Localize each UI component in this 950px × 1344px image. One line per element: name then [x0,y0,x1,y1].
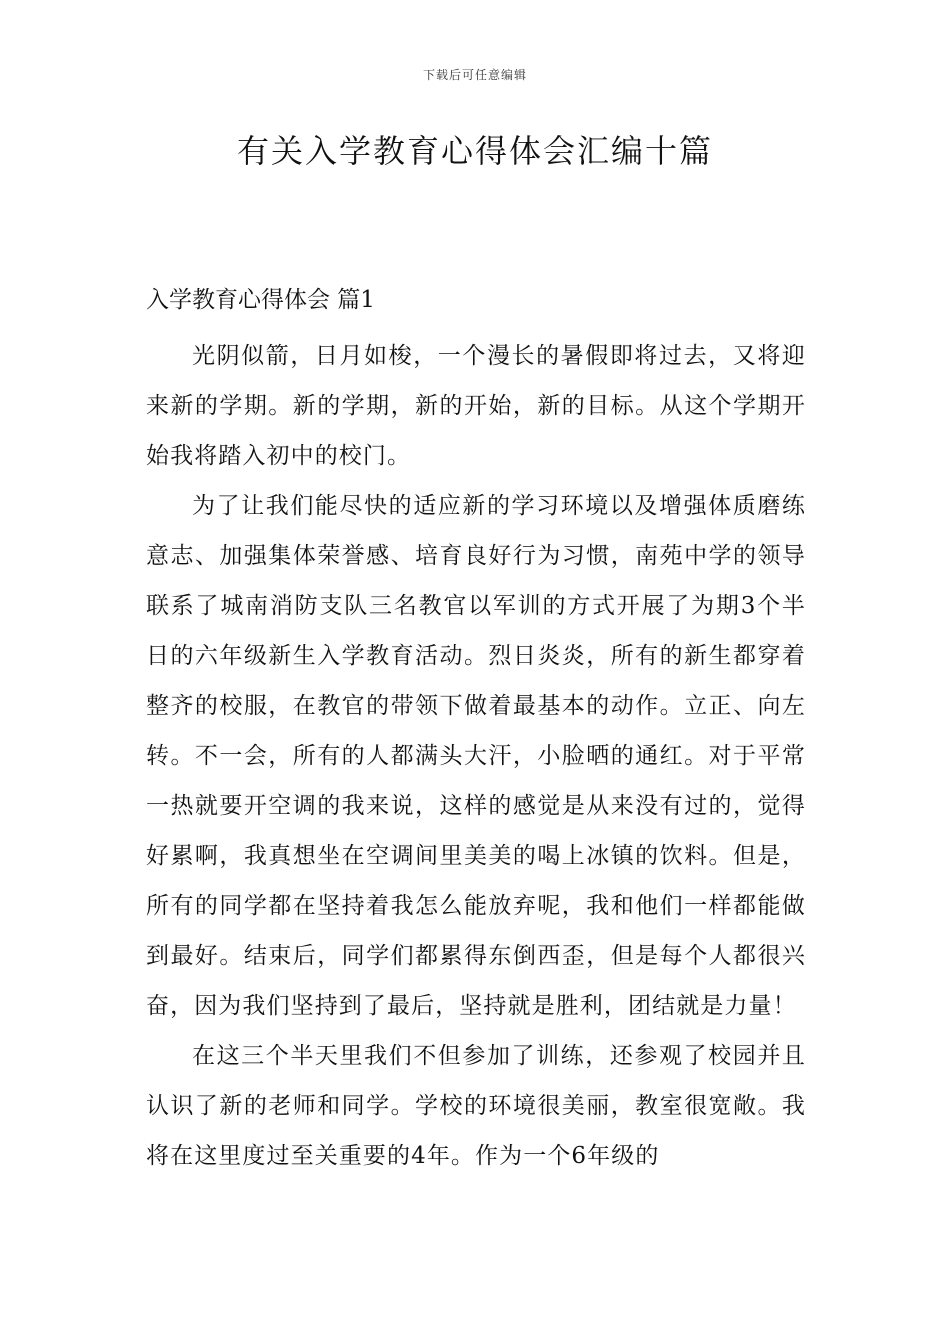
paragraph-1: 光阴似箭，日月如梭，一个漫长的暑假即将过去，又将迎来新的学期。新的学期，新的开始，新的目标。从这个学期开始我将踏入初中的校门。 [146,343,806,469]
header-note: 下载后可任意编辑 [422,68,527,82]
document-body [146,281,806,1181]
paragraph-3: 在这三个半天里我们不但参加了训练，还参观了校园并且认识了新的老师和同学。学校的环境很美丽，教室很宽敞。我将在这里度过至关重要的4年。作为一个6年级的 [146,1043,806,1169]
document-title: 有关入学教育心得体会汇编十篇 [236,132,713,170]
section-heading: 入学教育心得体会 篇1 [146,287,375,313]
paragraph-2: 为了让我们能尽快的适应新的学习环境以及增强体质磨练意志、加强集体荣誉感、培育良好行为习惯，南苑中学的领导联系了城南消防支队三名教官以军训的方式开展了为期3个半日的六年级新生入学教育活动。烈日炎炎，所有的新生都穿着整齐的校服，在教官的带领下做着最基本的动作。立正、向左转。不一会，所有的人都满头大汗，小脸晒的通红。对于平常一热就要开空调的我来说，这样的感觉是从来没有过的，觉得好累啊，我真想坐在空调间里美美的喝上冰镇的饮料。但是，所有的同学都在坚持着我怎么能放弃呢，我和他们一样都能做到最好。结束后，同学们都累得东倒西歪，但是每个人都很兴奋，因为我们坚持到了最后，坚持就是胜利，团结就是力量！ [146,493,806,1019]
